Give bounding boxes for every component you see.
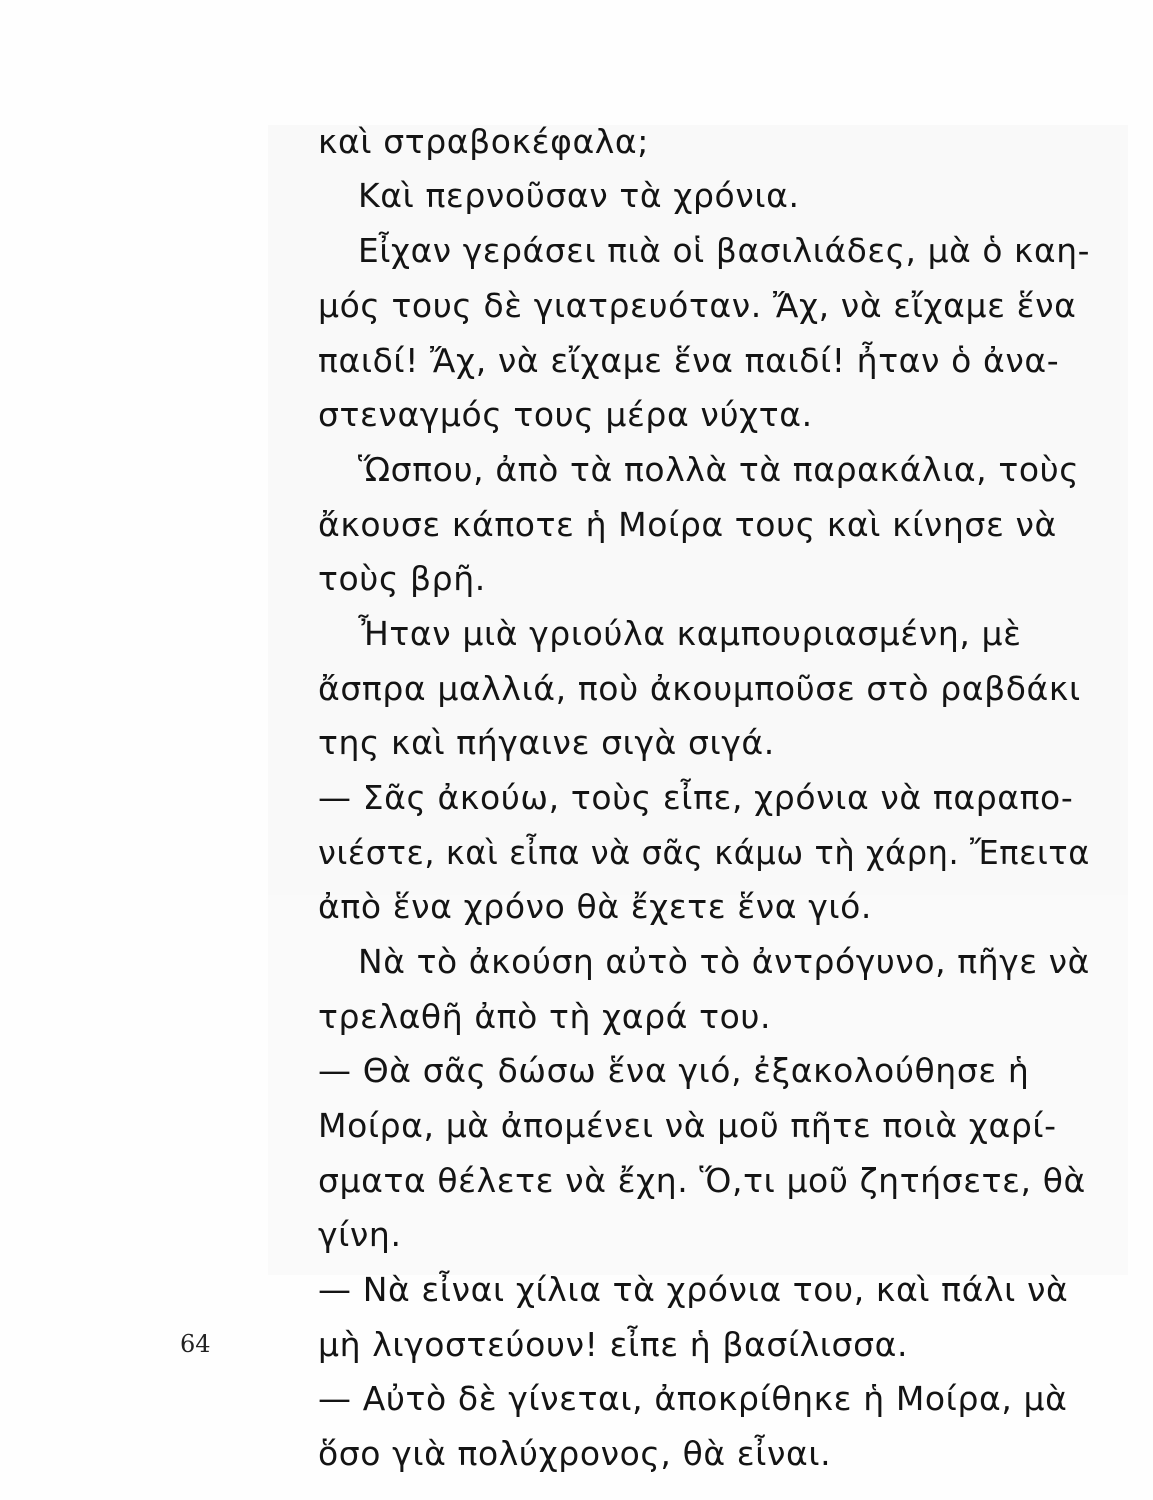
text-line: σματα θέλετε νὰ ἔχη. Ὅ,τι μοῦ ζητήσετε, θὰ [318,1161,1086,1200]
text-line: ὅσο γιὰ πολύχρονος, θὰ εἶναι. [318,1434,832,1473]
text-line: Μοίρα, μὰ ἀπομένει νὰ μοῦ πῆτε ποιὰ χαρί- [318,1106,1057,1145]
page-number: 64 [180,1330,211,1358]
text-line: — Θὰ σᾶς δώσω ἕνα γιό, ἐξακολούθησε ἡ [318,1051,1030,1090]
text-line: τρελαθῆ ἀπὸ τὴ χαρά του. [318,997,772,1036]
text-line: μός τους δὲ γιατρευόταν. Ἄχ, νὰ εἴχαμε ἕνα [318,286,1077,325]
text-line: — Νὰ εἶναι χίλια τὰ χρόνια του, καὶ πάλι νὰ [318,1270,1069,1309]
text-line: καὶ στραβοκέφαλα; [318,122,649,161]
text-line: — Αὐτὸ δὲ γίνεται, ἀποκρίθηκε ἡ Μοίρα, μὰ [318,1379,1068,1418]
text-line: ἀπὸ ἕνα χρόνο θὰ ἔχετε ἕνα γιό. [318,887,872,926]
text-line: Καὶ περνοῦσαν τὰ χρόνια. [358,176,800,215]
text-line: γίνη. [318,1215,402,1254]
text-line: ἄσπρα μαλλιά, ποὺ ἀκουμποῦσε στὸ ραβδάκι [318,669,1081,708]
text-line: παιδί! Ἄχ, νὰ εἴχαμε ἕνα παιδί! ἦταν ὁ ἀνα- [318,341,1060,380]
text-line: ἄκουσε κάποτε ἡ Μοίρα τους καὶ κίνησε νὰ [318,505,1057,544]
text-line: Ἦταν μιὰ γριούλα καμπουριασμένη, μὲ [358,614,1022,653]
text-line: της καὶ πήγαινε σιγὰ σιγά. [318,723,775,762]
text-line: νιέστε, καὶ εἶπα νὰ σᾶς κάμω τὴ χάρη. Ἔπειτα [318,833,1090,872]
text-line: μὴ λιγοστεύουν! εἶπε ἡ βασίλισσα. [318,1325,909,1364]
text-line: Νὰ τὸ ἀκούση αὐτὸ τὸ ἀντρόγυνο, πῆγε νὰ [358,942,1090,981]
text-line: — Σᾶς ἀκούω, τοὺς εἶπε, χρόνια νὰ παραπο- [318,778,1074,817]
text-line: τοὺς βρῆ. [318,559,486,598]
text-line: Εἶχαν γεράσει πιὰ οἱ βασιλιάδες, μὰ ὁ καη- [358,231,1091,270]
text-line: στεναγμός τους μέρα νύχτα. [318,395,813,434]
text-line: Ὥσπου, ἀπὸ τὰ πολλὰ τὰ παρακάλια, τοὺς [358,450,1080,489]
